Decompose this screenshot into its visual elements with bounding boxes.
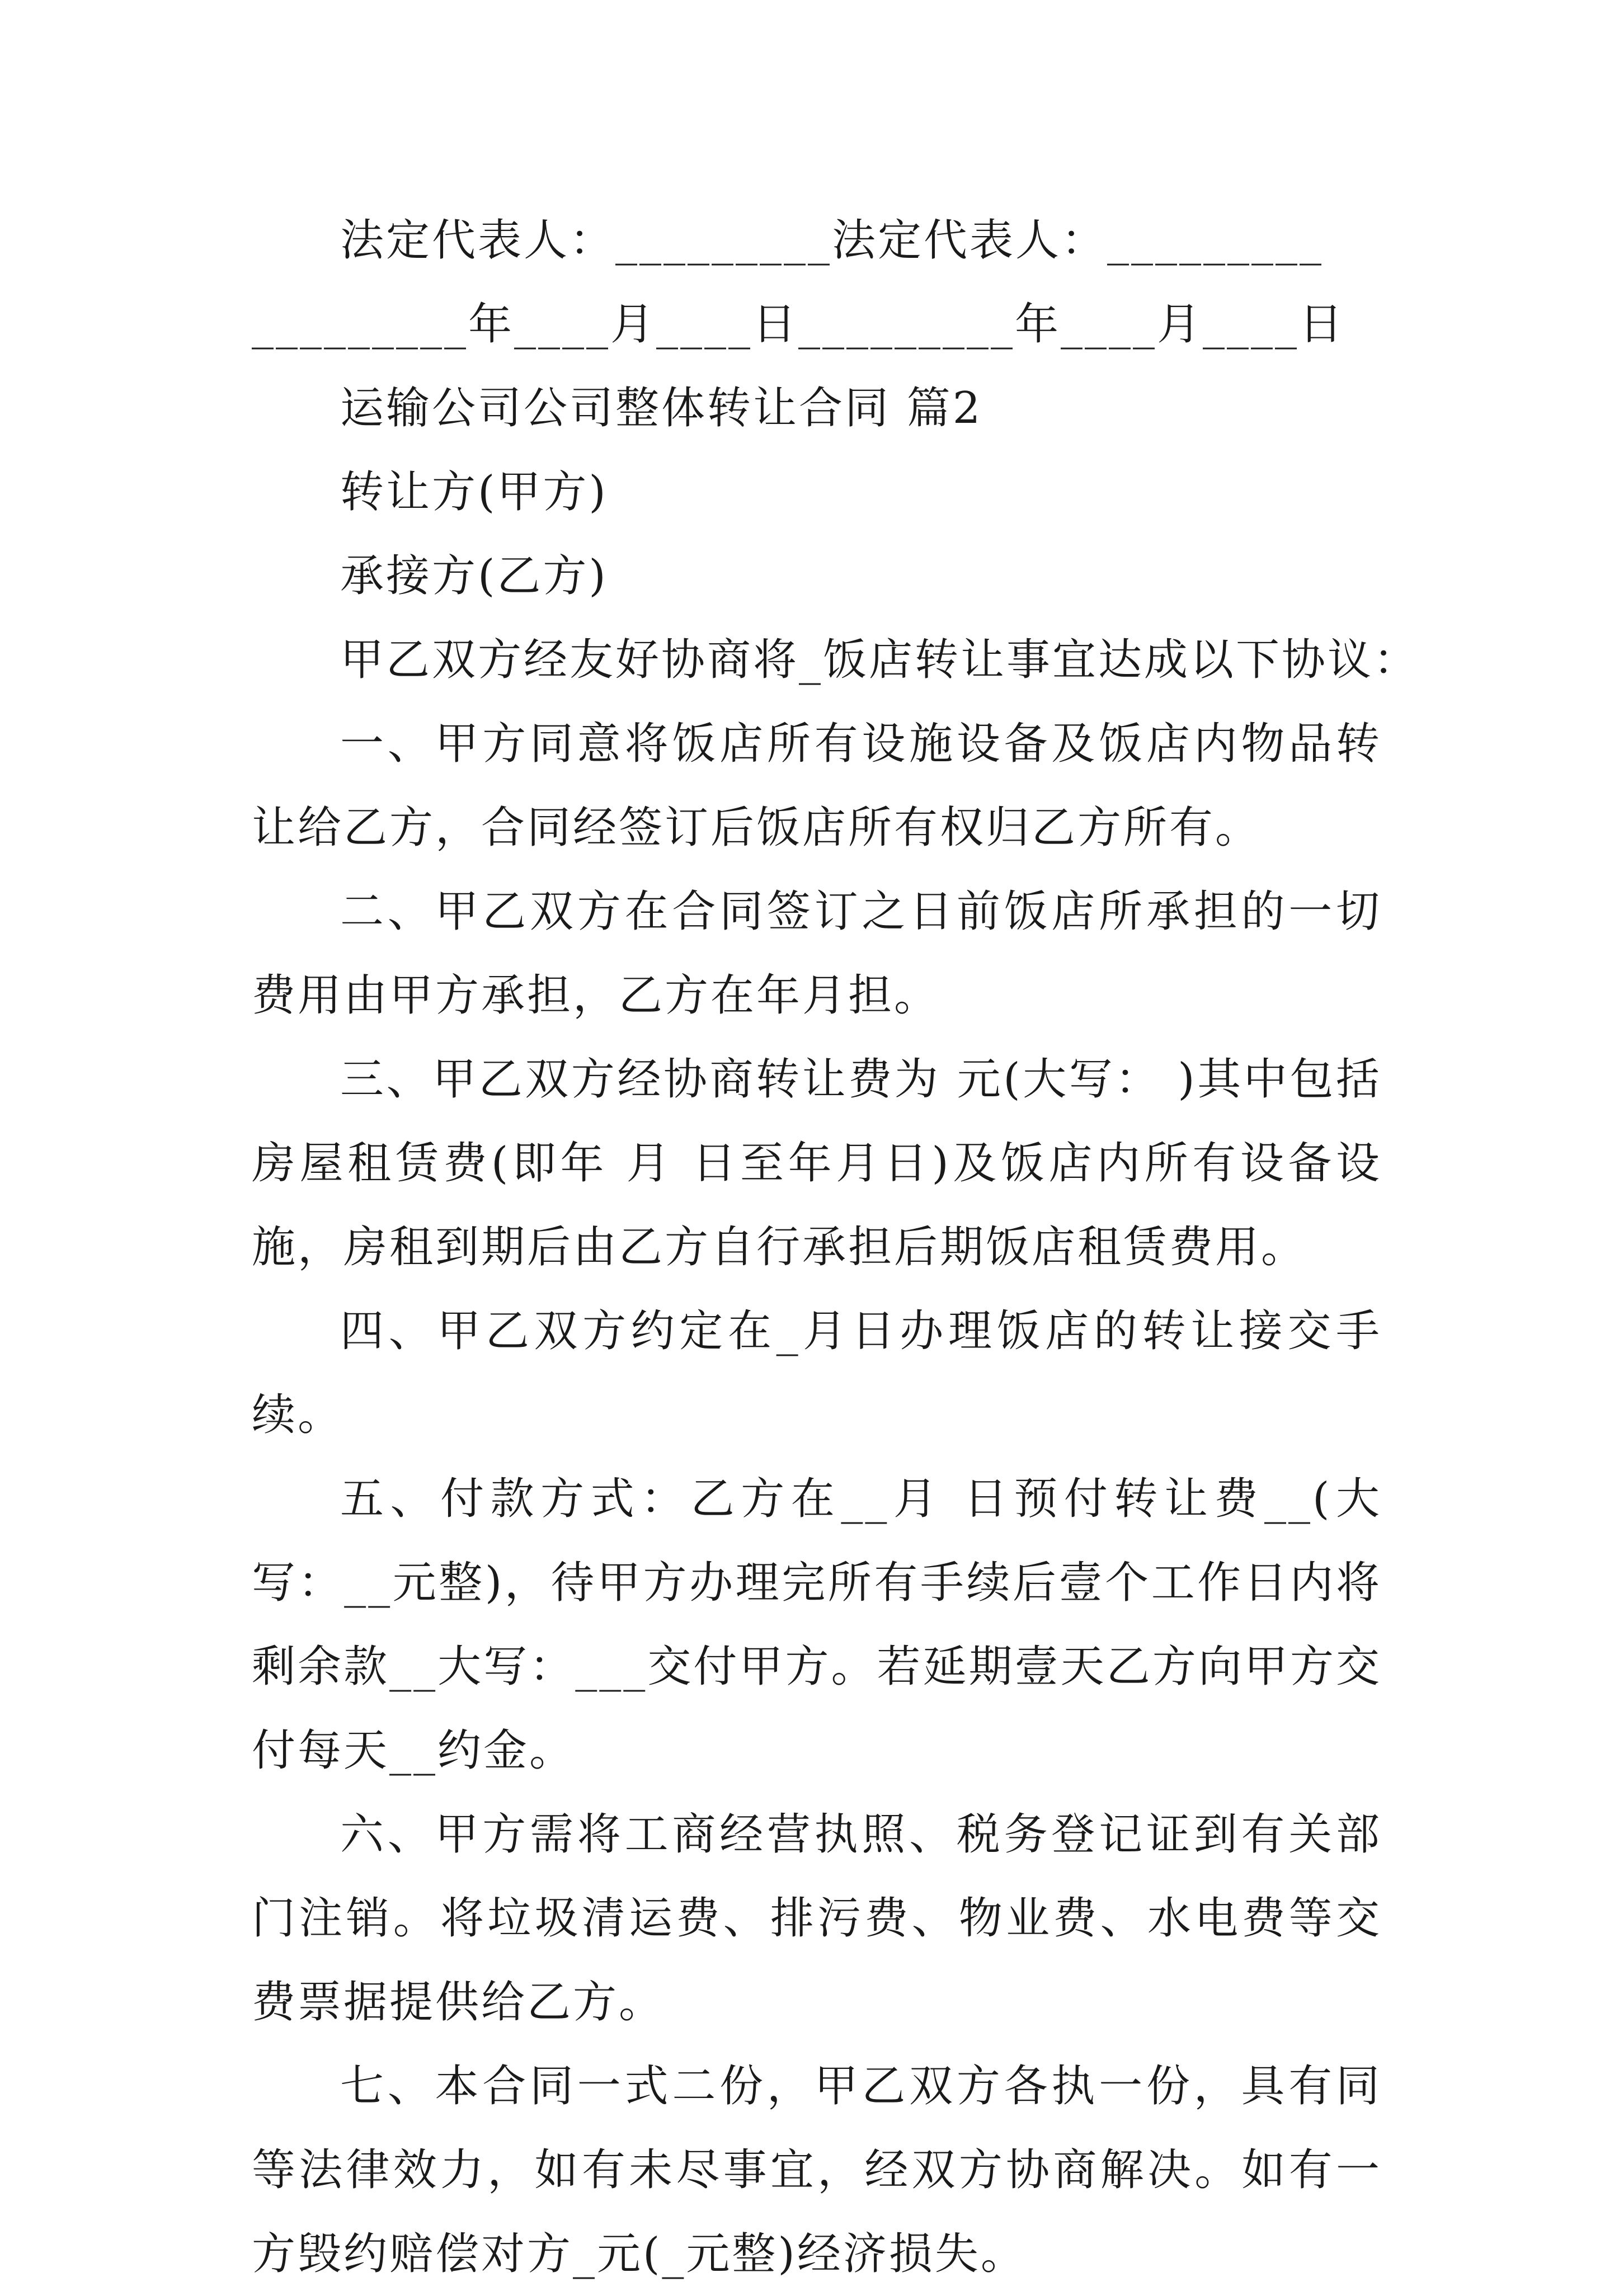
clause-7: 七、本合同一式二份，甲乙双方各执一份，具有同等法律效力，如有未尽事宜，经双方协商解决。如有一方毁约赔偿对方_元(_元整)经济损失。 [252,2061,1382,2279]
clause-2: 二、甲乙双方在合同签订之日前饭店所承担的一切费用由甲方承担，乙方在年月担。 [252,887,1382,1021]
legal-representative-line: 法定代表人：_________法定代表人：_________ [340,215,1324,266]
clause-5: 五、付款方式：乙方在__月 日预付转让费__(大写：__元整)，待甲方办理完所有手续后壹个工作日内将剩余款__大写：___交付甲方。若延期壹天乙方向甲方交付每天__约金。 [252,1474,1382,1776]
transferee-line: 承接方(乙方) [340,551,608,601]
clause-3: 三、甲乙双方经协商转让费为 元(大写： )其中包括房屋租赁费(即年 月 日至年月日)及饭店内所有设备设施，房租到期后由乙方自行承担后期饭店租赁费用。 [252,1054,1382,1272]
agreement-intro: 甲乙双方经友好协商将_饭店转让事宜达成以下协议： [340,635,1420,685]
contract-title: 运输公司公司整体转让合同 篇2 [340,383,983,433]
clause-1: 一、甲方同意将饭店所有设施设备及饭店内物品转让给乙方，合同经签订后饭店所有权归乙方所有。 [252,719,1382,853]
document-body [252,199,1420,2296]
clause-6: 六、甲方需将工商经营执照、税务登记证到有关部门注销。将垃圾清运费、排污费、物业费、水电费等交费票据提供给乙方。 [252,1809,1382,2028]
transferor-line: 转让方(甲方) [340,467,608,517]
clause-4: 四、甲乙双方约定在_月日办理饭店的转让接交手续。 [252,1306,1382,1440]
date-line: _________年____月____日_________年____月____日 [252,299,1345,350]
